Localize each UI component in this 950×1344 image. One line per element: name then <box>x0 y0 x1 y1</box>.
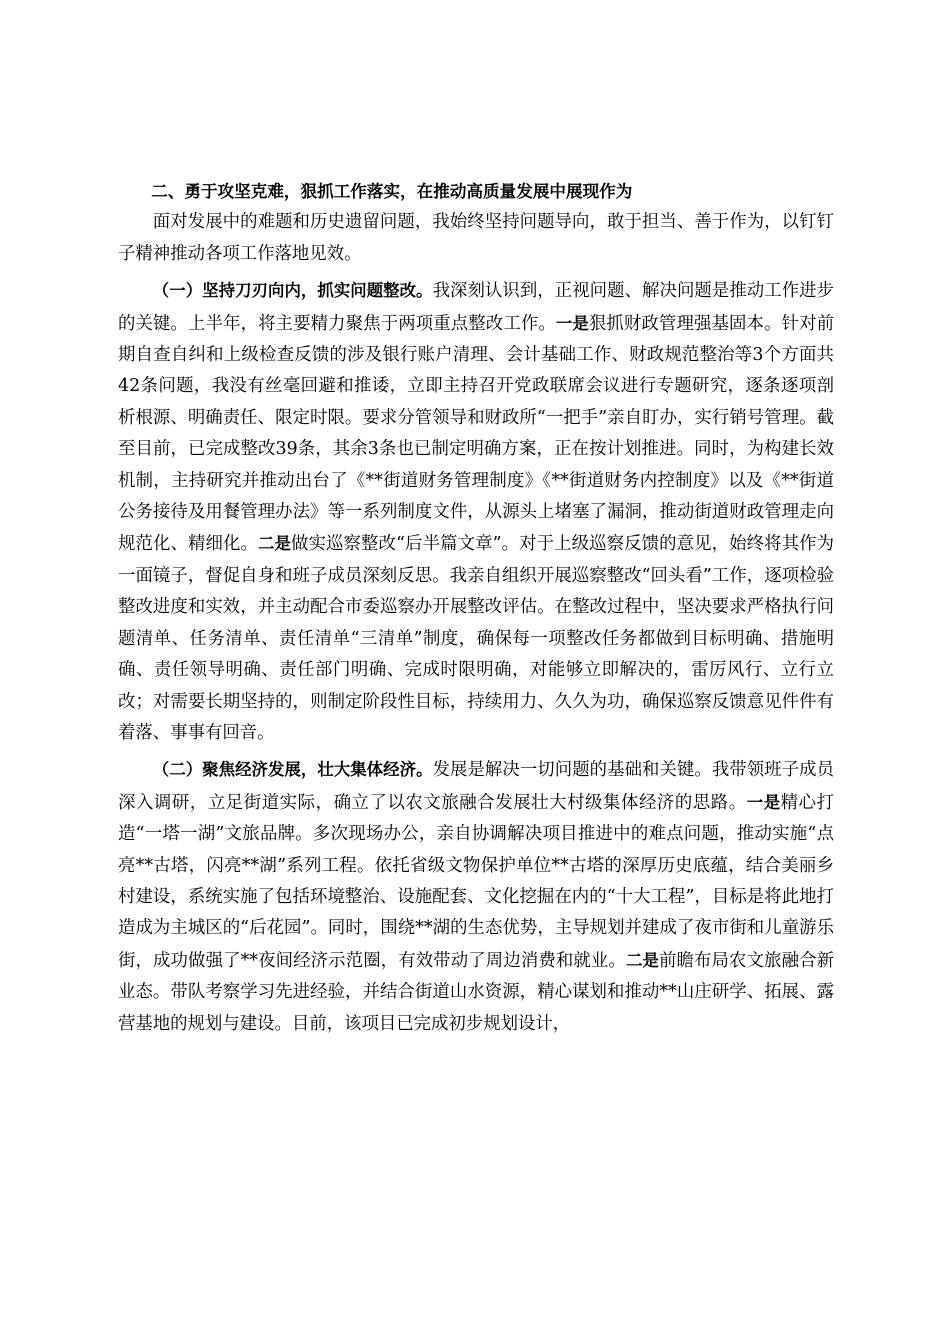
section-heading: 二、勇于攻坚克难，狠抓工作落实，在推动高质量发展中展现作为 <box>151 182 633 201</box>
section2-text2: 精心打造“一塔一湖”文旅品牌。多次现场办公，亲自协调解决项目推进中的难点问题，推动实施“点亮**古塔，闪亮**湖”系列工程。依托省级文物保护单位**古塔的深厚历史底蕴，结合美丽乡村建设，系统实施了包括环境整治、设施配套、文化挖掘在内的“十大工程”，目标是将此地打造成为主城区的“后花园”。同时，围绕**湖的生态优势，主导规划并建成了夜市街和儿童游乐街，成功做强了**夜间经济示范圈，有效带动了周边消费和就业。 <box>118 792 834 971</box>
section2-marker2: 二是 <box>625 950 659 970</box>
section1-marker2: 二是 <box>258 534 292 554</box>
section1-title: （一）坚持刀刃向内，抓实问题整改。 <box>152 281 433 301</box>
section1-text2: 狠抓财政管理强基固本。针对前期自查自纠和上级检查反馈的涉及银行账户清理、会计基础工作、财政规范整治等3个方面共42条问题，我没有丝毫回避和推诿，立即主持召开党政联席会议进行专题研究，逐条逐项剖析根源、明确责任、限定时限。要求分管领导和财政所“一把手”亲自盯办，实行销号管理。截至目前，已完成整改39条，其余3条也已制定明确方案，正在按计划推进。同时，为构建长效机制，主持研究并推动出台了《**街道财务管理制度》《**街道财务内控制度》以及《**街道公务接待及用餐管理办法》等一系列制度文件，从源头上堵塞了漏洞，推动街道财政管理走向规范化、精细化。 <box>118 313 834 555</box>
section1-text3: 做实巡察整改“后半篇文章”。对于上级巡察反馈的意见，始终将其作为一面镜子，督促自身和班子成员深刻反思。我亲自组织开展巡察整改“回头看”工作，逐项检验整改进度和实效，并主动配合市委巡察办开展整改评估。在整改过程中，坚决要求严格执行问题清单、任务清单、责任清单“三清单”制度，确保每一项整改任务都做到目标明确、措施明确、责任领导明确、责任部门明确、完成时限明确，对能够立即解决的，雷厉风行、立行立改；对需要长期坚持的，则制定阶段性目标，持续用力、久久为功，确保巡察反馈意见件件有着落、事事有回音。 <box>118 534 834 743</box>
section2-marker1: 一是 <box>746 792 781 812</box>
section1-text1: 我深刻认识到，正视问题、解决问题是推动工作进步的关键。上半年，将主要精力聚焦于两项重点整改工作。 <box>118 281 834 334</box>
section2-text3: 前瞻布局农文旅融合新业态。带队考察学习先进经验，并结合街道山水资源，精心谋划和推动**山庄研学、拓展、露营基地的规划与建设。目前，该项目已完成初步规划设计， <box>118 950 834 1034</box>
intro-paragraph: 面对发展中的难题和历史遗留问题，我始终坚持问题导向，敢于担当、善于作为，以钉钉子精神推动各项工作落地见效。 <box>118 212 834 264</box>
section1-marker1: 一是 <box>555 313 589 333</box>
section1-paragraph <box>118 275 834 749</box>
document-page <box>118 176 834 1040</box>
section2-title: （二）聚焦经济发展，壮大集体经济。 <box>152 760 433 780</box>
section2-text1: 发展是解决一切问题的基础和关键。我带领班子成员深入调研，立足街道实际，确立了以农文旅融合发展壮大村级集体经济的思路。 <box>118 760 834 813</box>
section2-paragraph <box>118 754 834 1040</box>
